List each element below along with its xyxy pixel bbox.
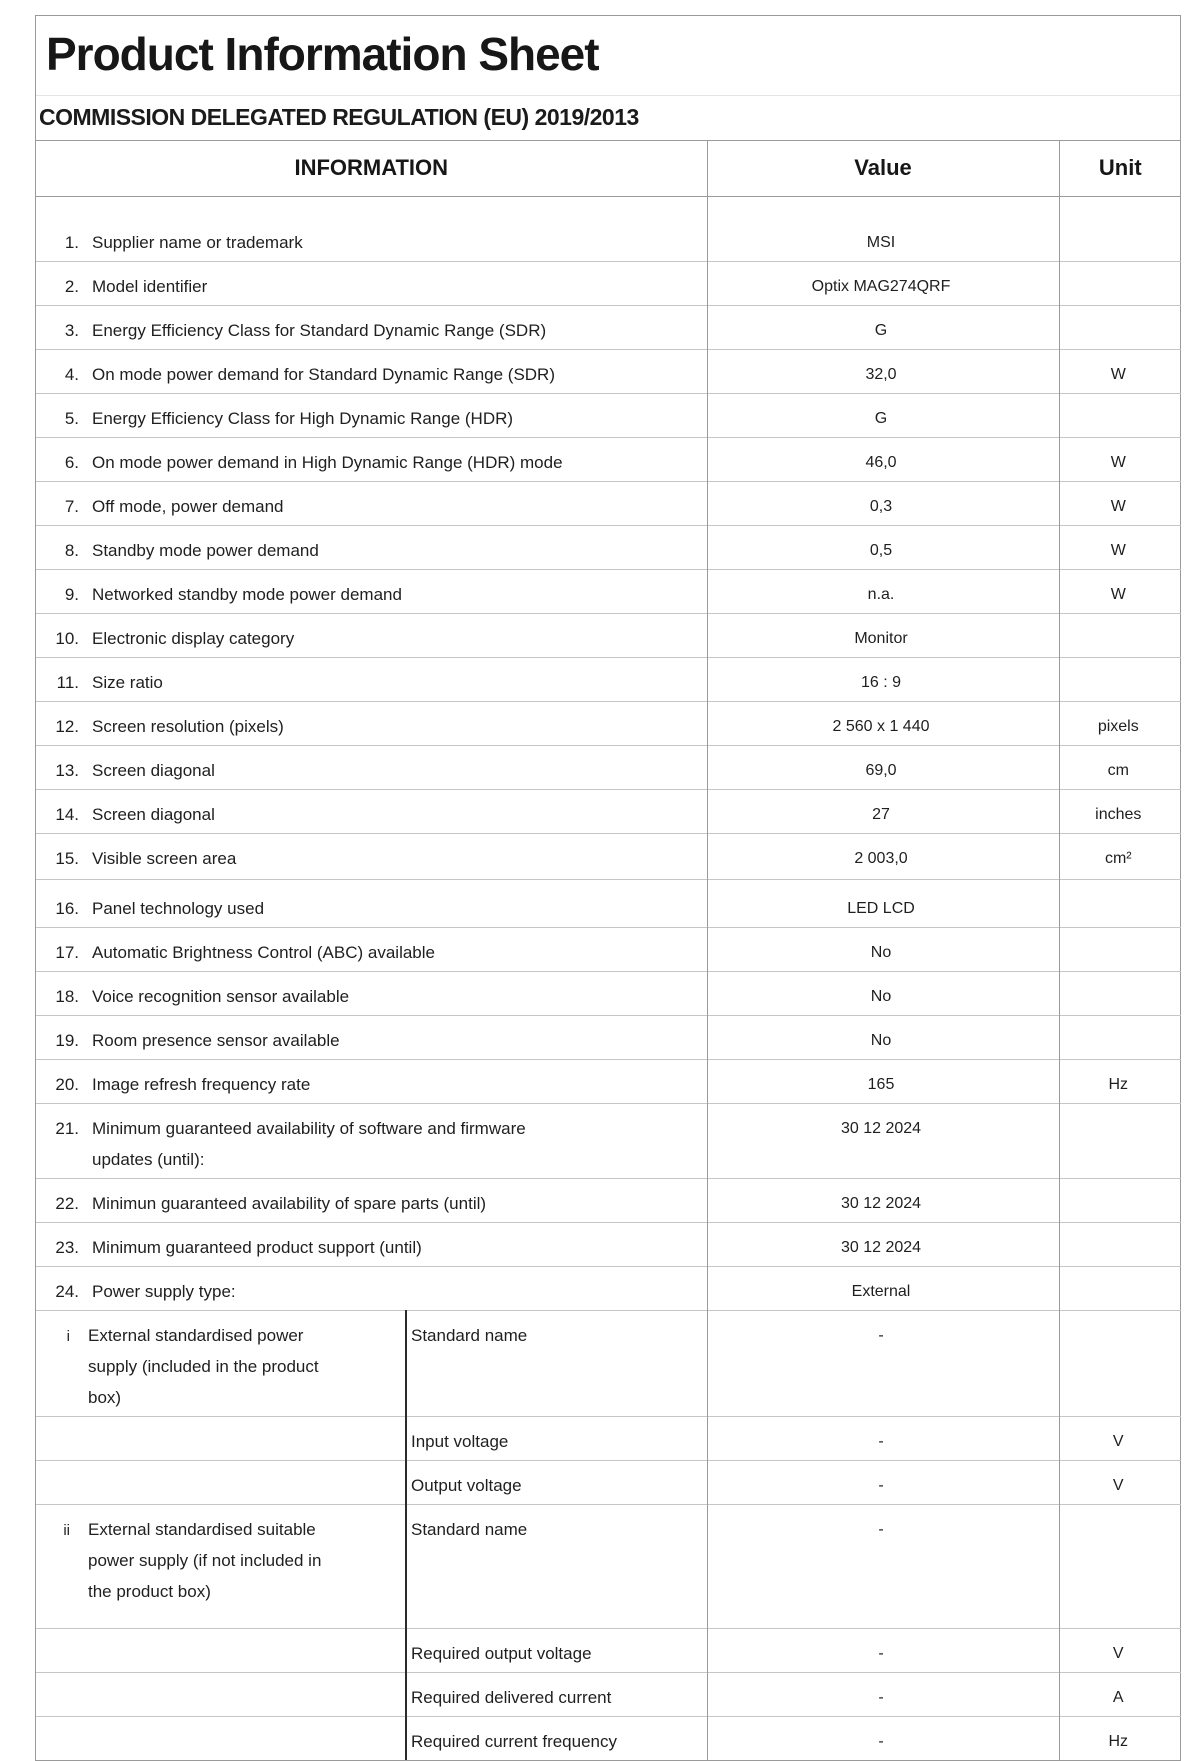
- row-value: -: [707, 1460, 1059, 1504]
- row-unit: V: [1059, 1416, 1181, 1460]
- product-information-sheet: [0, 15, 1200, 1751]
- row-label: On mode power demand for Standard Dynamic Range (SDR): [92, 364, 555, 384]
- row-label: Model identifier: [92, 276, 208, 296]
- row-value: 30 12 2024: [707, 1222, 1059, 1266]
- row-information: [36, 437, 707, 481]
- row-unit: pixels: [1059, 701, 1181, 745]
- power-supply-property: Input voltage: [406, 1416, 707, 1460]
- table-row: [36, 1059, 1181, 1103]
- row-unit: [1059, 613, 1181, 657]
- row-information: [36, 657, 707, 701]
- row-label: Off mode, power demand: [92, 496, 284, 516]
- power-supply-label: External standardised suitable power supply (if not included in the product box): [88, 1519, 322, 1601]
- row-label: Image refresh frequency rate: [92, 1074, 311, 1094]
- row-value: -: [707, 1672, 1059, 1716]
- row-label: On mode power demand in High Dynamic Range (HDR) mode: [92, 452, 563, 472]
- row-unit: [1059, 261, 1181, 305]
- row-information: [36, 349, 707, 393]
- row-unit: Hz: [1059, 1716, 1181, 1760]
- row-number: 3.: [64, 320, 79, 340]
- table-row: [36, 569, 1181, 613]
- roman-marker: i: [66, 1327, 70, 1345]
- row-label: Energy Efficiency Class for Standard Dynamic Range (SDR): [92, 320, 547, 340]
- row-label: Networked standby mode power demand: [92, 584, 402, 604]
- table-row: [36, 971, 1181, 1015]
- power-supply-label-cell: [36, 1504, 406, 1628]
- row-label: Visible screen area: [92, 848, 237, 868]
- row-unit: [1059, 879, 1181, 927]
- row-unit: inches: [1059, 789, 1181, 833]
- row-number: 19.: [55, 1030, 79, 1050]
- row-unit: A: [1059, 1672, 1181, 1716]
- document-frame: [35, 15, 1181, 1761]
- regulation-subtitle: COMMISSION DELEGATED REGULATION (EU) 2019/2013: [36, 96, 1180, 141]
- power-supply-property: Required current frequency: [406, 1716, 707, 1760]
- row-value: 0,3: [707, 481, 1059, 525]
- power-supply-row: [36, 1504, 1181, 1628]
- row-unit: W: [1059, 525, 1181, 569]
- row-number: 4.: [64, 364, 79, 384]
- row-value: G: [707, 305, 1059, 349]
- table-row: [36, 927, 1181, 971]
- row-unit: W: [1059, 349, 1181, 393]
- power-supply-row: [36, 1460, 1181, 1504]
- power-supply-property: Output voltage: [406, 1460, 707, 1504]
- row-label: Supplier name or trademark: [92, 232, 303, 252]
- row-label: Screen resolution (pixels): [92, 716, 284, 736]
- row-label: Standby mode power demand: [92, 540, 319, 560]
- row-unit: W: [1059, 481, 1181, 525]
- table-row: [36, 349, 1181, 393]
- power-supply-label-cell: [36, 1310, 406, 1416]
- row-information: [36, 1178, 707, 1222]
- header-row: [36, 141, 1181, 196]
- row-information: [36, 261, 707, 305]
- row-unit: W: [1059, 437, 1181, 481]
- row-value: 69,0: [707, 745, 1059, 789]
- table-row: [36, 525, 1181, 569]
- power-supply-label: External standardised power supply (included in the product box): [88, 1325, 319, 1407]
- row-number: 10.: [55, 628, 79, 648]
- row-information: [36, 971, 707, 1015]
- row-value: Monitor: [707, 613, 1059, 657]
- table-row: [36, 393, 1181, 437]
- row-information: [36, 1266, 707, 1310]
- table-row: [36, 789, 1181, 833]
- row-number: 24.: [55, 1281, 79, 1301]
- row-information: [36, 1015, 707, 1059]
- row-unit: [1059, 657, 1181, 701]
- row-value: No: [707, 927, 1059, 971]
- row-number: 6.: [64, 452, 79, 472]
- row-label: Minimun guaranteed availability of spare parts (until): [92, 1193, 487, 1213]
- row-number: 22.: [55, 1193, 79, 1213]
- row-value: External: [707, 1266, 1059, 1310]
- row-value: -: [707, 1628, 1059, 1672]
- row-number: 1.: [64, 232, 79, 252]
- row-unit: V: [1059, 1460, 1181, 1504]
- row-information: [36, 745, 707, 789]
- table-row: [36, 1178, 1181, 1222]
- row-number: 15.: [55, 848, 79, 868]
- row-number: 18.: [55, 986, 79, 1006]
- row-unit: [1059, 1266, 1181, 1310]
- row-value: LED LCD: [707, 879, 1059, 927]
- row-number: 7.: [64, 496, 79, 516]
- row-unit: [1059, 196, 1181, 261]
- row-value: 27: [707, 789, 1059, 833]
- row-number: 20.: [55, 1074, 79, 1094]
- row-number: 17.: [55, 942, 79, 962]
- row-information: [36, 305, 707, 349]
- power-supply-property: Standard name: [406, 1310, 707, 1416]
- row-value: 16 : 9: [707, 657, 1059, 701]
- row-information: [36, 393, 707, 437]
- row-information: [36, 879, 707, 927]
- row-value: G: [707, 393, 1059, 437]
- row-value: No: [707, 1015, 1059, 1059]
- roman-marker: ii: [63, 1521, 70, 1539]
- table-row: [36, 305, 1181, 349]
- row-number: 23.: [55, 1237, 79, 1257]
- row-value: -: [707, 1310, 1059, 1416]
- row-label: Size ratio: [92, 672, 163, 692]
- row-number: 11.: [56, 672, 79, 692]
- row-unit: W: [1059, 569, 1181, 613]
- row-label: Screen diagonal: [92, 760, 215, 780]
- table-row: [36, 1103, 1181, 1178]
- row-label: Room presence sensor available: [92, 1030, 340, 1050]
- table-row: [36, 481, 1181, 525]
- row-information: [36, 525, 707, 569]
- power-supply-label-cell: [36, 1628, 406, 1672]
- power-supply-label-cell: [36, 1716, 406, 1760]
- row-unit: [1059, 1310, 1181, 1416]
- column-header-unit: Unit: [1059, 141, 1181, 196]
- row-unit: [1059, 393, 1181, 437]
- row-information: [36, 1059, 707, 1103]
- row-number: 8.: [64, 540, 79, 560]
- power-supply-row: [36, 1628, 1181, 1672]
- table-row: [36, 1266, 1181, 1310]
- row-label: Voice recognition sensor available: [92, 986, 350, 1006]
- row-information: [36, 789, 707, 833]
- column-header-information: INFORMATION: [36, 141, 707, 196]
- row-value: 2 560 x 1 440: [707, 701, 1059, 745]
- row-value: Optix MAG274QRF: [707, 261, 1059, 305]
- page-title: Product Information Sheet: [46, 28, 599, 80]
- row-label: Panel technology used: [92, 898, 265, 918]
- power-supply-row: [36, 1310, 1181, 1416]
- table-row: [36, 745, 1181, 789]
- row-unit: [1059, 1222, 1181, 1266]
- main-rows: [36, 196, 1181, 1310]
- power-supply-row: [36, 1716, 1181, 1760]
- row-unit: cm²: [1059, 833, 1181, 879]
- row-label: Automatic Brightness Control (ABC) available: [92, 942, 435, 962]
- row-number: 12.: [55, 716, 79, 736]
- row-label: Energy Efficiency Class for High Dynamic Range (HDR): [92, 408, 514, 428]
- row-number: 13.: [55, 760, 79, 780]
- power-supply-row: [36, 1416, 1181, 1460]
- table-row: [36, 1222, 1181, 1266]
- row-information: [36, 1222, 707, 1266]
- table-row: [36, 879, 1181, 927]
- table-row: [36, 1015, 1181, 1059]
- table-row: [36, 437, 1181, 481]
- row-label: Power supply type:: [92, 1281, 236, 1301]
- row-information: [36, 1103, 707, 1178]
- table-header: [36, 141, 1181, 196]
- row-value: -: [707, 1504, 1059, 1628]
- row-information: [36, 481, 707, 525]
- title-block: [36, 16, 1180, 96]
- power-supply-rows: [36, 1310, 1181, 1760]
- product-info-table: [36, 141, 1181, 1760]
- row-value: 30 12 2024: [707, 1178, 1059, 1222]
- row-unit: [1059, 1103, 1181, 1178]
- row-value: 2 003,0: [707, 833, 1059, 879]
- row-unit: [1059, 1178, 1181, 1222]
- table-row: [36, 261, 1181, 305]
- row-value: No: [707, 971, 1059, 1015]
- row-value: 46,0: [707, 437, 1059, 481]
- row-value: -: [707, 1716, 1059, 1760]
- row-label: Minimum guaranteed availability of software and firmware updates (until):: [92, 1118, 526, 1169]
- row-information: [36, 833, 707, 879]
- row-unit: [1059, 927, 1181, 971]
- table-row: [36, 701, 1181, 745]
- row-value: 0,5: [707, 525, 1059, 569]
- power-supply-label-cell: [36, 1416, 406, 1460]
- row-value: 165: [707, 1059, 1059, 1103]
- row-value: -: [707, 1416, 1059, 1460]
- row-number: 5.: [64, 408, 79, 428]
- row-unit: V: [1059, 1628, 1181, 1672]
- row-information: [36, 196, 707, 261]
- table-row: [36, 657, 1181, 701]
- row-label: Electronic display category: [92, 628, 295, 648]
- column-header-value: Value: [707, 141, 1059, 196]
- row-number: 21.: [55, 1118, 79, 1138]
- power-supply-property: Required delivered current: [406, 1672, 707, 1716]
- row-information: [36, 569, 707, 613]
- row-value: n.a.: [707, 569, 1059, 613]
- power-supply-label-cell: [36, 1672, 406, 1716]
- row-information: [36, 701, 707, 745]
- row-value: 32,0: [707, 349, 1059, 393]
- power-supply-row: [36, 1672, 1181, 1716]
- row-unit: [1059, 971, 1181, 1015]
- row-number: 14.: [55, 804, 79, 824]
- row-number: 2.: [64, 276, 79, 296]
- row-unit: cm: [1059, 745, 1181, 789]
- table-row: [36, 833, 1181, 879]
- row-label: Screen diagonal: [92, 804, 215, 824]
- row-number: 9.: [64, 584, 79, 604]
- table-row: [36, 613, 1181, 657]
- row-value: MSI: [707, 196, 1059, 261]
- row-value: 30 12 2024: [707, 1103, 1059, 1178]
- row-unit: [1059, 1504, 1181, 1628]
- row-information: [36, 927, 707, 971]
- row-unit: [1059, 305, 1181, 349]
- row-information: [36, 613, 707, 657]
- power-supply-property: Standard name: [406, 1504, 707, 1628]
- power-supply-label-cell: [36, 1460, 406, 1504]
- row-number: 16.: [55, 898, 79, 918]
- row-unit: [1059, 1015, 1181, 1059]
- table-row: [36, 196, 1181, 261]
- row-unit: Hz: [1059, 1059, 1181, 1103]
- power-supply-property: Required output voltage: [406, 1628, 707, 1672]
- row-label: Minimum guaranteed product support (until): [92, 1237, 422, 1257]
